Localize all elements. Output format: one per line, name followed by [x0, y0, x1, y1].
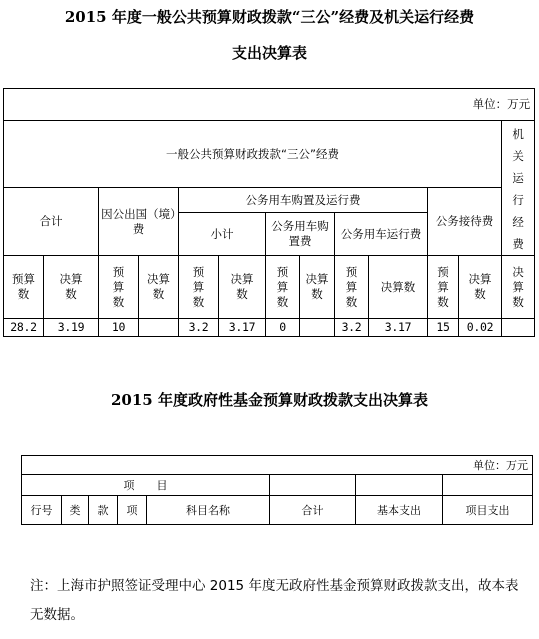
sub-final: 决算数	[44, 256, 99, 319]
sub-final: 决算数	[300, 256, 335, 319]
table1-title-line1: 2015 年度一般公共预算财政拨款“三公”经费及机关运行经费	[64, 8, 475, 26]
cell-jiedai-budget: 15	[428, 319, 459, 337]
cell-gouzhi-budget: 0	[266, 319, 300, 337]
sub-final: 决算数	[369, 256, 428, 319]
header-gouzhi: 公务用车购置费	[266, 213, 335, 256]
cell-xiaoji-final: 3.17	[219, 319, 266, 337]
header-xiangmu: 项 目	[22, 475, 270, 496]
header-main: 一般公共预算财政拨款“三公”经费	[4, 121, 502, 188]
table1-title-line2: 支出决算表	[231, 44, 307, 62]
gov-fund-table	[21, 455, 533, 525]
cell-gouzhi-final	[300, 319, 335, 337]
three-public-expenses-table	[3, 88, 535, 337]
unit-label: 单位：万元	[4, 89, 535, 121]
header-blank	[443, 475, 533, 496]
header-xiaoji: 小计	[179, 213, 266, 256]
header-gongwu-che: 公务用车购置及运行费	[179, 188, 428, 213]
cell-jiedai-final: 0.02	[459, 319, 502, 337]
table2-unit-label: 单位：万元	[22, 456, 533, 475]
col-xiangmu-zhichu: 项目支出	[443, 496, 533, 525]
sub-final: 决算数	[139, 256, 179, 319]
cell-heji-final: 3.19	[44, 319, 99, 337]
cell-yingong-final	[139, 319, 179, 337]
cell-yunxing-budget: 3.2	[335, 319, 369, 337]
sub-budget: 预算数	[179, 256, 219, 319]
sub-budget: 预算数	[99, 256, 139, 319]
col-hanghao: 行号	[22, 496, 62, 525]
sub-budget: 预算数	[266, 256, 300, 319]
header-yunxing: 公务用车运行费	[335, 213, 428, 256]
col-heji: 合计	[270, 496, 356, 525]
table2-title: 2015 年度政府性基金预算财政拨款支出决算表	[111, 391, 428, 409]
header-jiguan: 机 关 运 行 经 费	[502, 121, 535, 256]
col-kemu-name: 科目名称	[147, 496, 270, 525]
col-lei: 类	[62, 496, 89, 525]
header-yingong: 因公出国（境）费	[99, 188, 179, 256]
col-kuan: 款	[89, 496, 118, 525]
cell-heji-budget: 28.2	[4, 319, 44, 337]
cell-xiaoji-budget: 3.2	[179, 319, 219, 337]
header-blank	[270, 475, 356, 496]
cell-yunxing-final: 3.17	[369, 319, 428, 337]
sub-budget: 预算数	[335, 256, 369, 319]
cell-yingong-budget: 10	[99, 319, 139, 337]
sub-final: 决算数	[459, 256, 502, 319]
cell-jiguan-final	[502, 319, 535, 337]
header-heji: 合计	[4, 188, 99, 256]
sub-final: 决算数	[502, 256, 535, 319]
sub-budget: 预算数	[428, 256, 459, 319]
header-blank	[356, 475, 443, 496]
col-jiben: 基本支出	[356, 496, 443, 525]
footnote: 注：上海市护照签证受理中心 2015 年度无政府性基金预算财政拨款支出，故本表无数据。	[30, 578, 519, 623]
sub-budget: 预算数	[4, 256, 44, 319]
header-jiedai: 公务接待费	[428, 188, 502, 256]
sub-final: 决算数	[219, 256, 266, 319]
col-xiang: 项	[118, 496, 147, 525]
